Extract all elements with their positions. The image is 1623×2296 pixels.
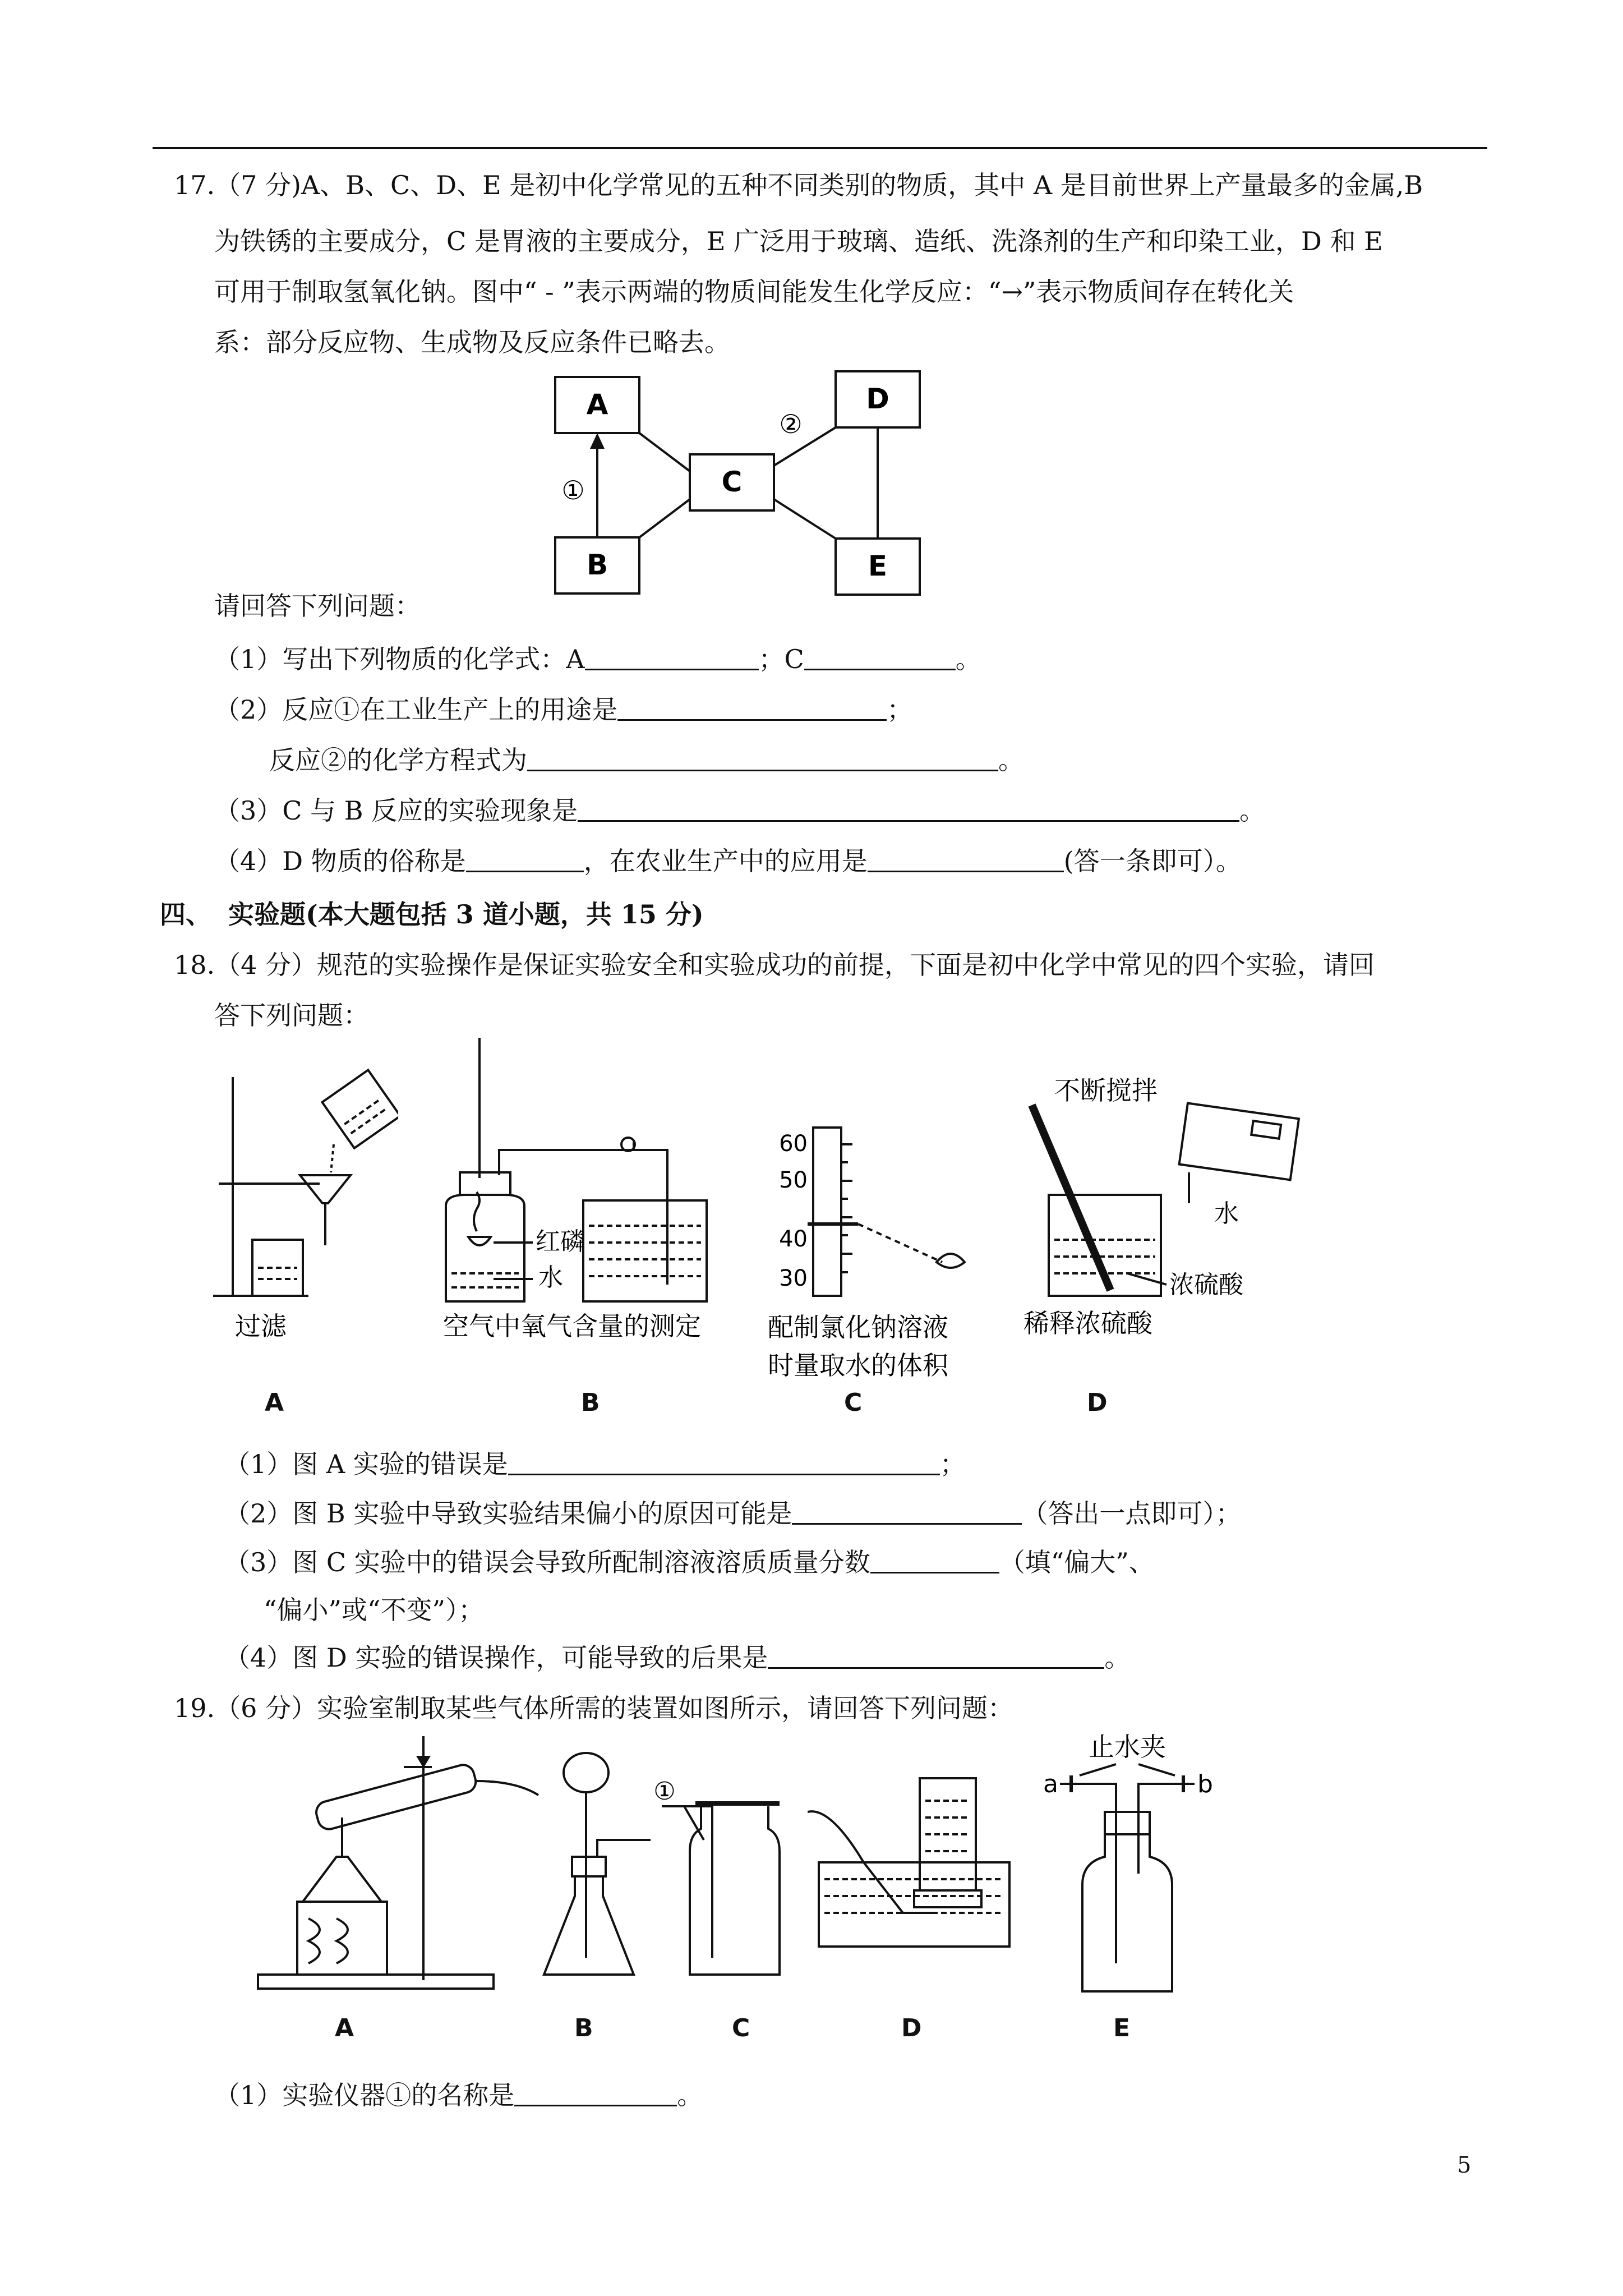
q19-sub1-text-b: 。: [677, 2080, 703, 2110]
q19-sub1: [214, 2078, 703, 2112]
q17-line3: 可用于制取氢氧化钠。图中“ - ”表示两端的物质间能发生化学反应：“→”表示物质间存在转化关: [214, 277, 1294, 307]
q19-figure-a-heating: [252, 1733, 544, 1997]
bottle-e-body: [1082, 1834, 1172, 1991]
tube-b: [1138, 1784, 1195, 1874]
q18-letter-b: B: [581, 1388, 600, 1417]
stopper: [460, 1172, 510, 1195]
inserted-tube: [662, 1806, 712, 1958]
q17-sub1-text-a: （1）写出下列物质的化学式：A: [214, 644, 585, 674]
q17-line4: 系：部分反应物、生成物及反应条件已略去。: [214, 327, 730, 357]
q18-sub1: [224, 1447, 966, 1481]
sight-line: [858, 1224, 942, 1262]
bottle-e-stopper: [1105, 1812, 1150, 1834]
header-rule: [153, 147, 1487, 149]
funnel: [300, 1175, 351, 1203]
label-red-phosphorus: 红磷: [536, 1227, 585, 1256]
answer-blank-fig-a-error[interactable]: [508, 1449, 940, 1475]
link-e-c: [774, 499, 836, 539]
alcohol-lamp: [303, 1857, 381, 1902]
bottle-shelf: [914, 1890, 981, 1907]
node-a-label: A: [586, 388, 608, 421]
q17-sub2-text-c: 反应②的化学方程式为: [269, 745, 527, 775]
test-tube: [314, 1763, 478, 1832]
q18-figure-a-filtration: [208, 1060, 398, 1352]
q18-sub4-text-b: 。: [1104, 1642, 1131, 1673]
figure-c-caption-2: 时量取水的体积: [768, 1350, 948, 1381]
q18-sub3: [224, 1545, 1155, 1579]
answer-blank-d-agri-use[interactable]: [868, 846, 1064, 872]
q17-sub4-text-c: (答一条即可）。: [1063, 846, 1242, 876]
answer-blank-fig-b-reason[interactable]: [792, 1498, 1022, 1525]
marker-circle-1: ①: [653, 1777, 676, 1806]
q18-letter-c: C: [844, 1388, 863, 1417]
q17-sub3-text-a: （3）C 与 B 反应的实验现象是: [214, 795, 578, 826]
q18-letter-d: D: [1087, 1388, 1108, 1417]
figure-c-caption-1: 配制氯化钠溶液: [768, 1312, 948, 1342]
tick-50: 50: [779, 1167, 808, 1193]
stir-rod: [1032, 1105, 1110, 1290]
bottle-body: [690, 1806, 780, 1975]
q17-sub2-text-a: （2）反应①在工业生产上的用途是: [214, 694, 618, 725]
q18-sub3-line2: “偏小”或“不变”）；: [264, 1595, 485, 1625]
q18-line1: 18.（4 分）规范的实验操作是保证实验安全和实验成功的前提，下面是初中化学中常见的四个实验，请回: [174, 950, 1375, 980]
q17-sub2: [214, 693, 912, 726]
arrow-head: [590, 433, 605, 449]
label-conc-acid: 浓硫酸: [1169, 1271, 1243, 1299]
q17-relation-diagram: [538, 365, 953, 611]
q17-sub4: [214, 844, 1242, 878]
q17-sub2-text-b: ；: [887, 694, 913, 725]
q19-letter-c: C: [732, 2014, 750, 2042]
reaction-2-marker: ②: [779, 409, 803, 439]
q19-sub1-text-a: （1）实验仪器①的名称是: [214, 2080, 515, 2110]
clip-label: 止水夹: [1089, 1732, 1166, 1762]
q18-sub2-text-b: （答出一点即可）；: [1022, 1498, 1242, 1529]
q18-sub3-text-a: （3）图 C 实验中的错误会导致所配制溶液溶质质量分数: [224, 1547, 870, 1577]
q18-sub2: [224, 1497, 1241, 1530]
thistle-funnel: [564, 1753, 608, 1792]
combustion-spoon: [468, 1237, 491, 1245]
q19-figure-d-trough: [808, 1767, 1021, 1991]
gas-jar: [446, 1195, 524, 1301]
q18-line2: 答下列问题：: [214, 1000, 369, 1030]
section4-title: 实验题(本大题包括 3 道小题，共 15 分): [228, 899, 704, 930]
q17-sub3: [214, 794, 1265, 827]
q19-letter-d: D: [901, 2014, 922, 2042]
answer-blank-reaction1-use[interactable]: [617, 694, 887, 721]
section4-heading: [160, 898, 704, 931]
section4-number: 四、: [160, 899, 211, 930]
answer-blank-fig-d-consequence[interactable]: [768, 1642, 1104, 1669]
answer-blank-c-formula[interactable]: [804, 644, 956, 670]
node-c-label: C: [721, 466, 743, 498]
q18-sub4-text-a: （4）图 D 实验的错误操作，可能导致的后果是: [224, 1642, 768, 1673]
q17-sub1-text-b: ；C: [758, 644, 804, 674]
q19-letter-e: E: [1113, 2014, 1131, 2042]
node-d-label: D: [866, 383, 889, 415]
flask-stopper: [572, 1857, 606, 1876]
label-water: 水: [538, 1263, 563, 1292]
q18-sub1-text-b: ；: [939, 1449, 966, 1479]
q18-sub1-text-a: （1）图 A 实验的错误是: [224, 1449, 508, 1479]
liquid-stream: [331, 1144, 334, 1172]
answer-blank-c-b-phenomenon[interactable]: [578, 795, 1239, 822]
label-water-d: 水: [1214, 1199, 1239, 1228]
q18-sub4: [224, 1641, 1130, 1674]
reaction-1-marker: ①: [561, 475, 585, 505]
q19-line1: 19.（6 分）实验室制取某些气体所需的装置如图所示，请回答下列问题：: [174, 1693, 1014, 1723]
figure-d-caption: 稀释浓硫酸: [1023, 1308, 1152, 1338]
label-stir: 不断搅拌: [1054, 1077, 1158, 1106]
tick-40: 40: [779, 1226, 808, 1252]
reagent-bottle: [1179, 1103, 1299, 1180]
q17-line1: 17.（7 分)A、B、C、D、E 是初中化学常见的五种不同类别的物质，其中 A 是目前世界上产量最多的金属,B: [174, 170, 1423, 200]
q17-sub1: [214, 642, 981, 676]
figure-b-caption: 空气中氧气含量的测定: [443, 1311, 701, 1341]
q17-sub3-text-b: 。: [1239, 795, 1266, 826]
q19-figure-c-bottle: [651, 1773, 791, 1997]
q18-letter-a: A: [265, 1388, 284, 1417]
q17-sub1-text-c: 。: [955, 644, 981, 674]
q17-line2: 为铁锈的主要成分，C 是胃液的主要成分，E 广泛用于玻璃、造纸、洗涤剂的生产和印染工业，D 和 E: [214, 226, 1383, 256]
tick-60: 60: [779, 1131, 808, 1157]
q17-sub2-text-d: 。: [998, 745, 1024, 775]
answer-blank-instrument-name[interactable]: [514, 2080, 677, 2106]
conical-flask: [544, 1876, 634, 1975]
answer-blank-d-common-name[interactable]: [466, 846, 584, 872]
port-b-label: b: [1197, 1770, 1213, 1798]
q17-sub4-text-b: ，在农业生产中的应用是: [583, 846, 868, 876]
q18-figure-b-oxygen-test: [426, 1032, 740, 1352]
answer-blank-a-formula[interactable]: [585, 644, 759, 670]
cylinder-body: [813, 1128, 841, 1296]
q18-figure-c-cylinder: [757, 1122, 1004, 1391]
q18-sub3-text-b: （填“偏大”、: [999, 1547, 1155, 1577]
page-number: 5: [1457, 2152, 1472, 2178]
q17-prompt: 请回答下列问题：: [214, 591, 421, 621]
node-e-label: E: [868, 550, 888, 582]
link-a-c: [639, 433, 690, 471]
q19-letter-b: B: [574, 2014, 593, 2042]
pouring-beaker: [322, 1070, 398, 1148]
answer-blank-fig-c-effect[interactable]: [870, 1547, 999, 1573]
q19-letter-a: A: [335, 2014, 354, 2042]
tick-30: 30: [779, 1266, 808, 1291]
q17-sub4-text-a: （4）D 物质的俗称是: [214, 846, 466, 876]
eye-icon: [937, 1254, 965, 1268]
q19-figure-e-bottle-clips: [1026, 1728, 1239, 1997]
delivery-tube: [477, 1781, 538, 1795]
node-b-label: B: [586, 549, 608, 581]
q18-sub2-text-a: （2）图 B 实验中导致实验结果偏小的原因可能是: [224, 1498, 792, 1529]
link-b-c: [639, 499, 690, 537]
answer-blank-reaction2-equation[interactable]: [527, 745, 998, 771]
side-tube: [597, 1840, 651, 1857]
water-beaker: [583, 1200, 707, 1301]
figure-a-caption: 过滤: [235, 1311, 287, 1341]
q18-figure-d-dilution: [998, 1077, 1312, 1358]
q17-sub2-line2: [269, 743, 1024, 777]
port-a-label: a: [1043, 1770, 1058, 1798]
stand-base: [258, 1975, 494, 1989]
